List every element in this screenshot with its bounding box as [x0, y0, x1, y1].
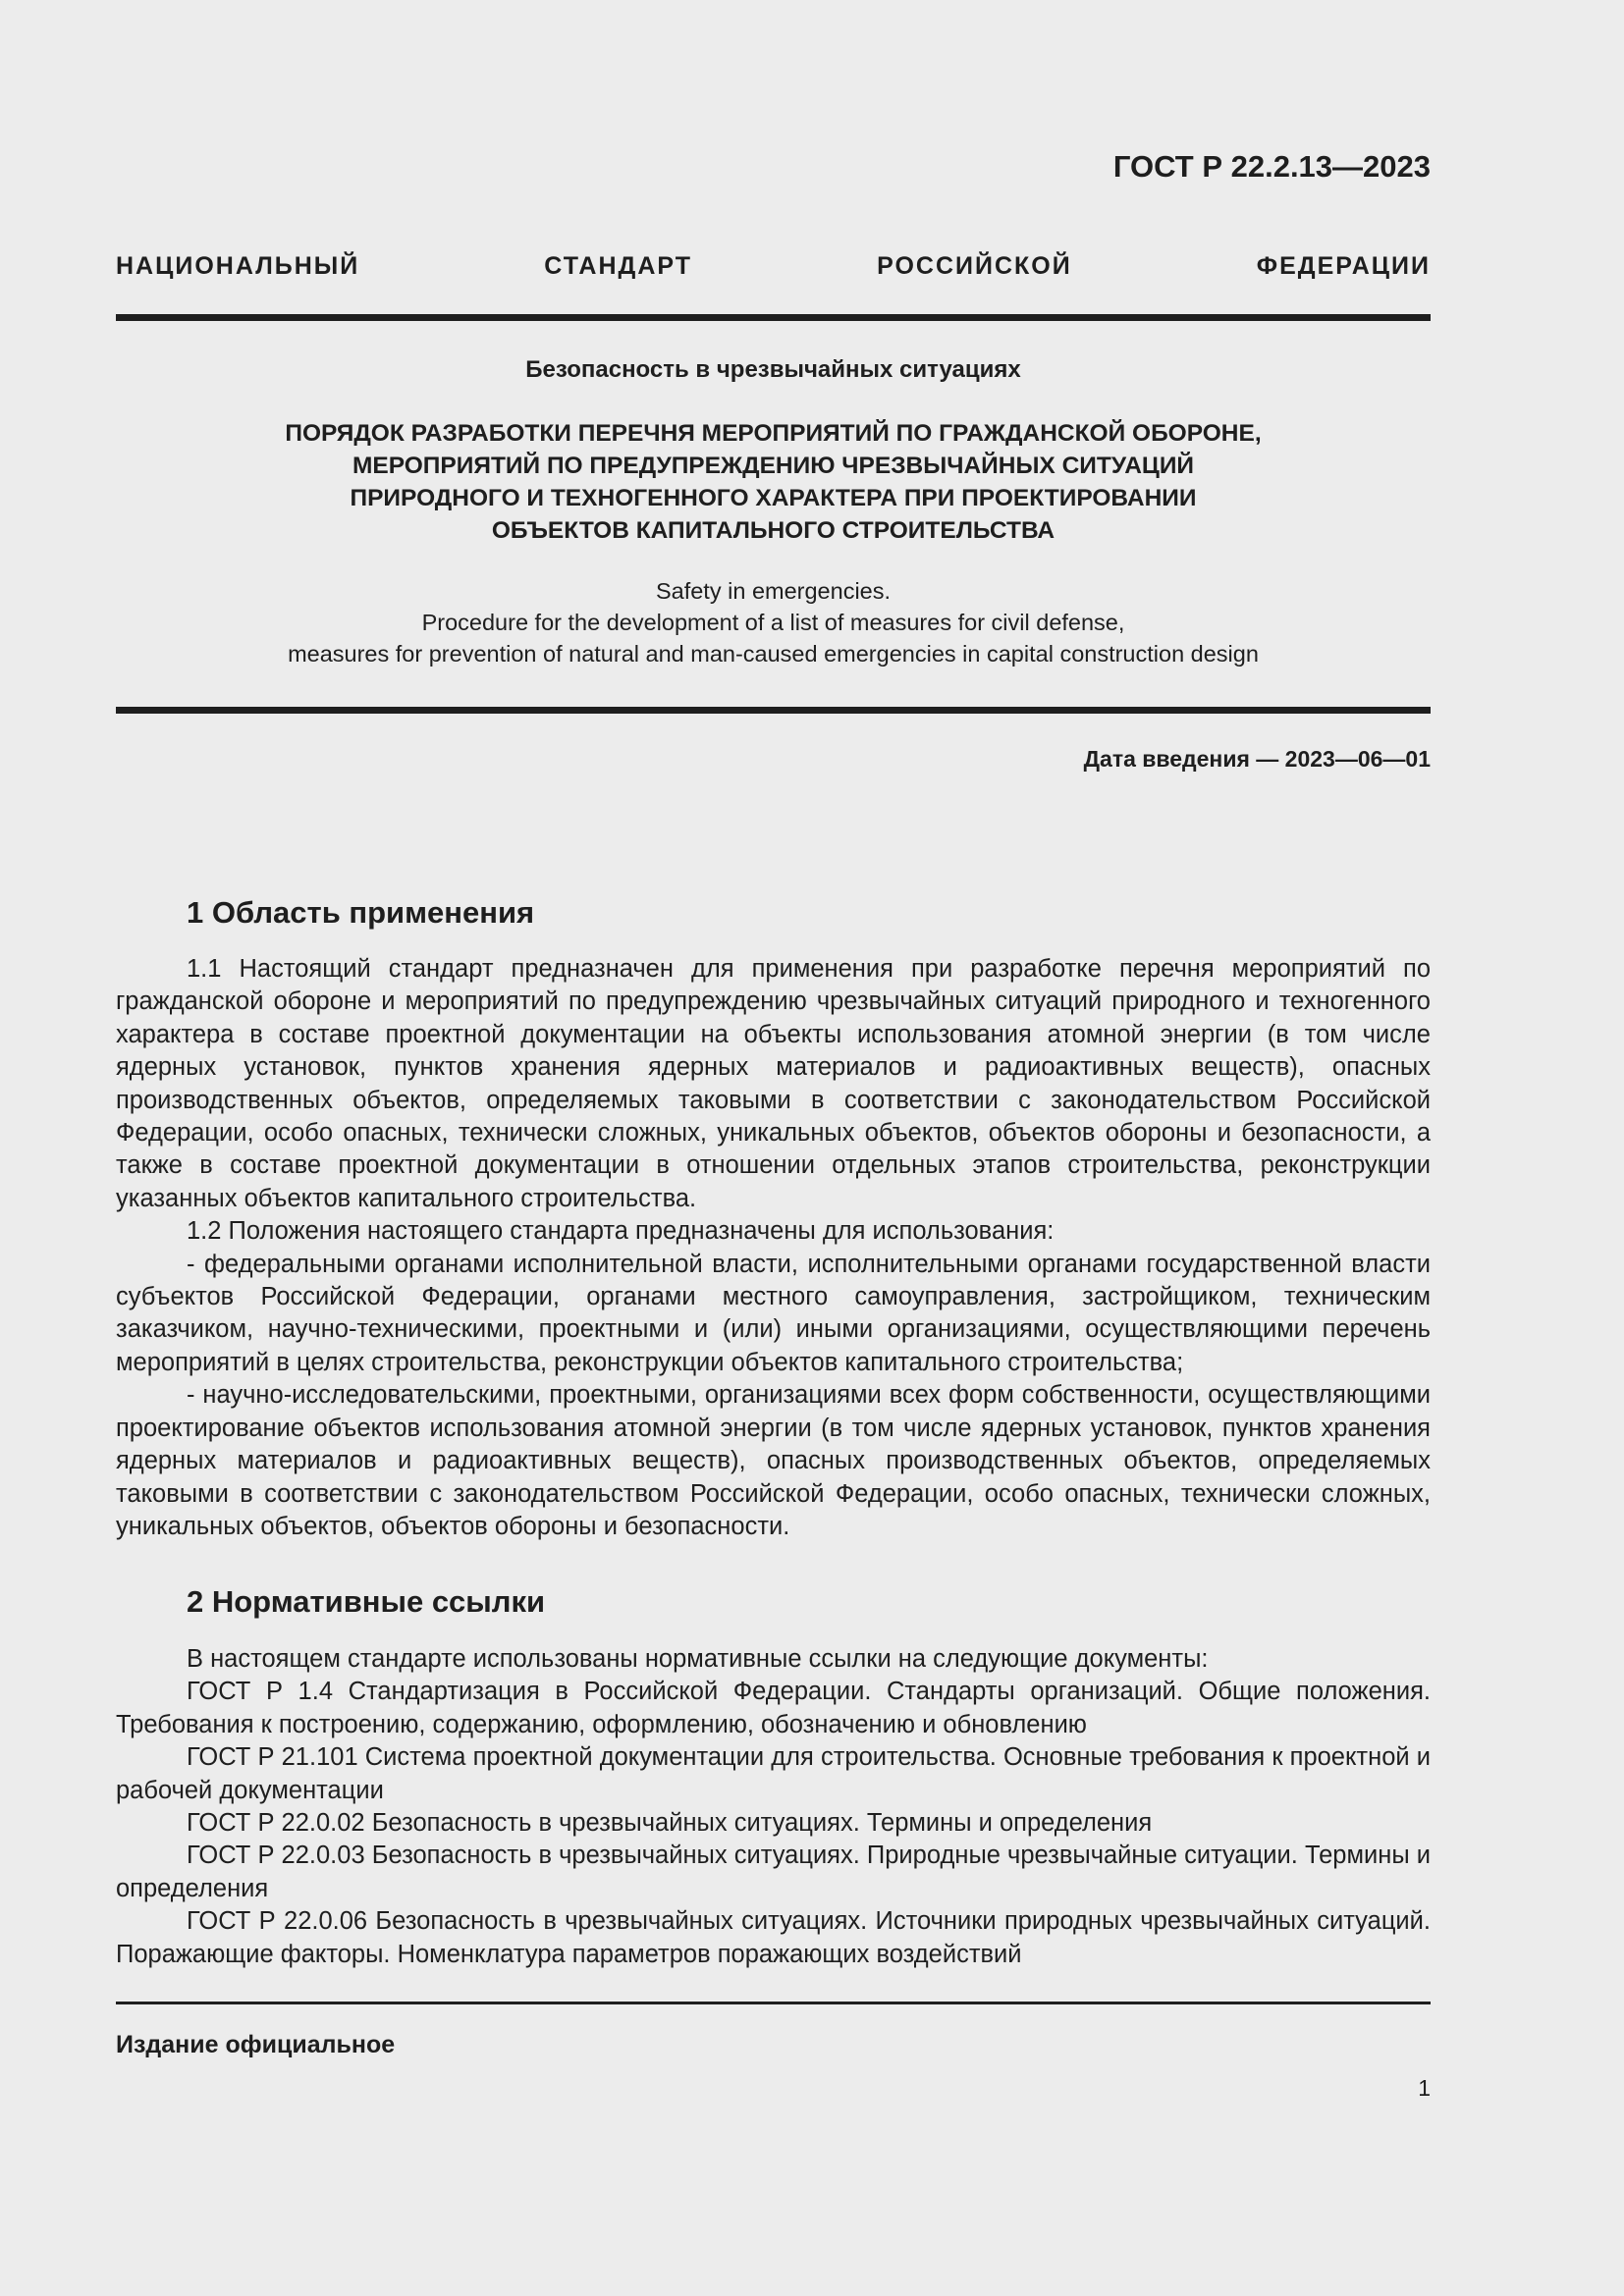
title-line: МЕРОПРИЯТИЙ ПО ПРЕДУПРЕЖДЕНИЮ ЧРЕЗВЫЧАЙНЫХ СИТУАЦИЙ — [352, 453, 1195, 479]
paragraph: 1.1 Настоящий стандарт предназначен для применения при разработке перечня мероприятий по гражданской обороне и мероприятий по предупреждению чрезвычайных ситуаций природного и техногенного характера в составе проектной документации на объекты использования атомной энергии (в том числе ядерных установок, пунктов хранения ядерных материалов и радиоактивных веществ), опасных производственных объектов, определяемых таковыми в соответствии с законодательством Российской Федерации, особо опасных, технически сложных, уникальных объектов, объектов обороны и безопасности, а также в составе проектной документации в отношении отдельных этапов строительства, реконструкции указанных объектов капитального строительства. — [116, 955, 1431, 1212]
document-number: ГОСТ Р 22.2.13—2023 — [1112, 149, 1431, 184]
paragraph: В настоящем стандарте использованы нормативные ссылки на следующие документы: — [187, 1645, 1209, 1673]
list-item: - федеральными органами исполнительной власти, исполнительными органами государственной власти субъектов Российской Федерации, органами местного самоуправления, застройщиком, техническим заказчиком, научно-техническими, проектными и (или) иными организациями, осуществляющими перечень мероприятий в целях строительства, реконструкции объектов капитального строительства; — [116, 1250, 1431, 1376]
document-subject: Безопасность в чрезвычайных ситуациях — [525, 356, 1021, 383]
paragraph: 1.2 Положения настоящего стандарта предназначены для использования: — [187, 1217, 1055, 1246]
english-title-line: Safety in emergencies. — [655, 578, 892, 604]
section-2-body — [116, 1643, 1431, 1971]
introduction-date: Дата введения — 2023—06—01 — [1083, 746, 1431, 772]
title-line: ОБЪЕКТОВ КАПИТАЛЬНОГО СТРОИТЕЛЬСТВА — [491, 517, 1056, 544]
title-divider — [116, 707, 1431, 714]
english-title-line: Procedure for the development of a list of measures for civil defense, — [421, 610, 1125, 635]
document-title — [116, 417, 1431, 547]
reference-item: ГОСТ Р 22.0.06 Безопасность в чрезвычайных ситуациях. Источники природных чрезвычайных ситуаций. Поражающие факторы. Номенклатура параметров поражающих воздействий — [116, 1907, 1431, 1968]
national-standard-banner: НАЦИОНАЛЬНЫЙ СТАНДАРТ РОССИЙСКОЙ ФЕДЕРАЦИИ — [116, 252, 1431, 280]
english-title-line: measures for prevention of natural and man-caused emergencies in capital construction design — [288, 641, 1259, 667]
title-line: ПРИРОДНОГО И ТЕХНОГЕННОГО ХАРАКТЕРА ПРИ ПРОЕКТИРОВАНИИ — [350, 485, 1197, 511]
official-edition-label: Издание официальное — [116, 2031, 396, 2058]
reference-item: ГОСТ Р 22.0.02 Безопасность в чрезвычайных ситуациях. Термины и определения — [187, 1809, 1153, 1838]
page-number: 1 — [1418, 2075, 1431, 2101]
section-2-heading: 2 Нормативные ссылки — [187, 1584, 546, 1619]
top-divider — [116, 314, 1431, 321]
reference-item: ГОСТ Р 1.4 Стандартизация в Российской Федерации. Стандарты организаций. Общие положения. Требования к построению, содержанию, оформлению, обозначению и обновлению — [116, 1678, 1431, 1738]
footer-divider — [116, 2002, 1431, 2004]
list-item: - научно-исследовательскими, проектными, организациями всех форм собственности, осуществляющими проектирование объектов использования атомной энергии (в том числе ядерных установок, пунктов хранения ядерных материалов и радиоактивных веществ), опасных производственных объектов, определяемых таковыми в соответствии с законодательством Российской Федерации, особо опасных, технически сложных, уникальных объектов, объектов обороны и безопасности. — [116, 1381, 1431, 1540]
reference-item: ГОСТ Р 21.101 Система проектной документации для строительства. Основные требования к проектной и рабочей документации — [116, 1743, 1431, 1804]
title-line: ПОРЯДОК РАЗРАБОТКИ ПЕРЕЧНЯ МЕРОПРИЯТИЙ ПО ГРАЖДАНСКОЙ ОБОРОНЕ, — [285, 420, 1262, 447]
section-1-body — [116, 953, 1431, 1543]
reference-item: ГОСТ Р 22.0.03 Безопасность в чрезвычайных ситуациях. Природные чрезвычайные ситуации. Термины и определения — [116, 1842, 1431, 1902]
section-1-heading: 1 Область применения — [187, 895, 535, 930]
english-title — [116, 575, 1431, 669]
